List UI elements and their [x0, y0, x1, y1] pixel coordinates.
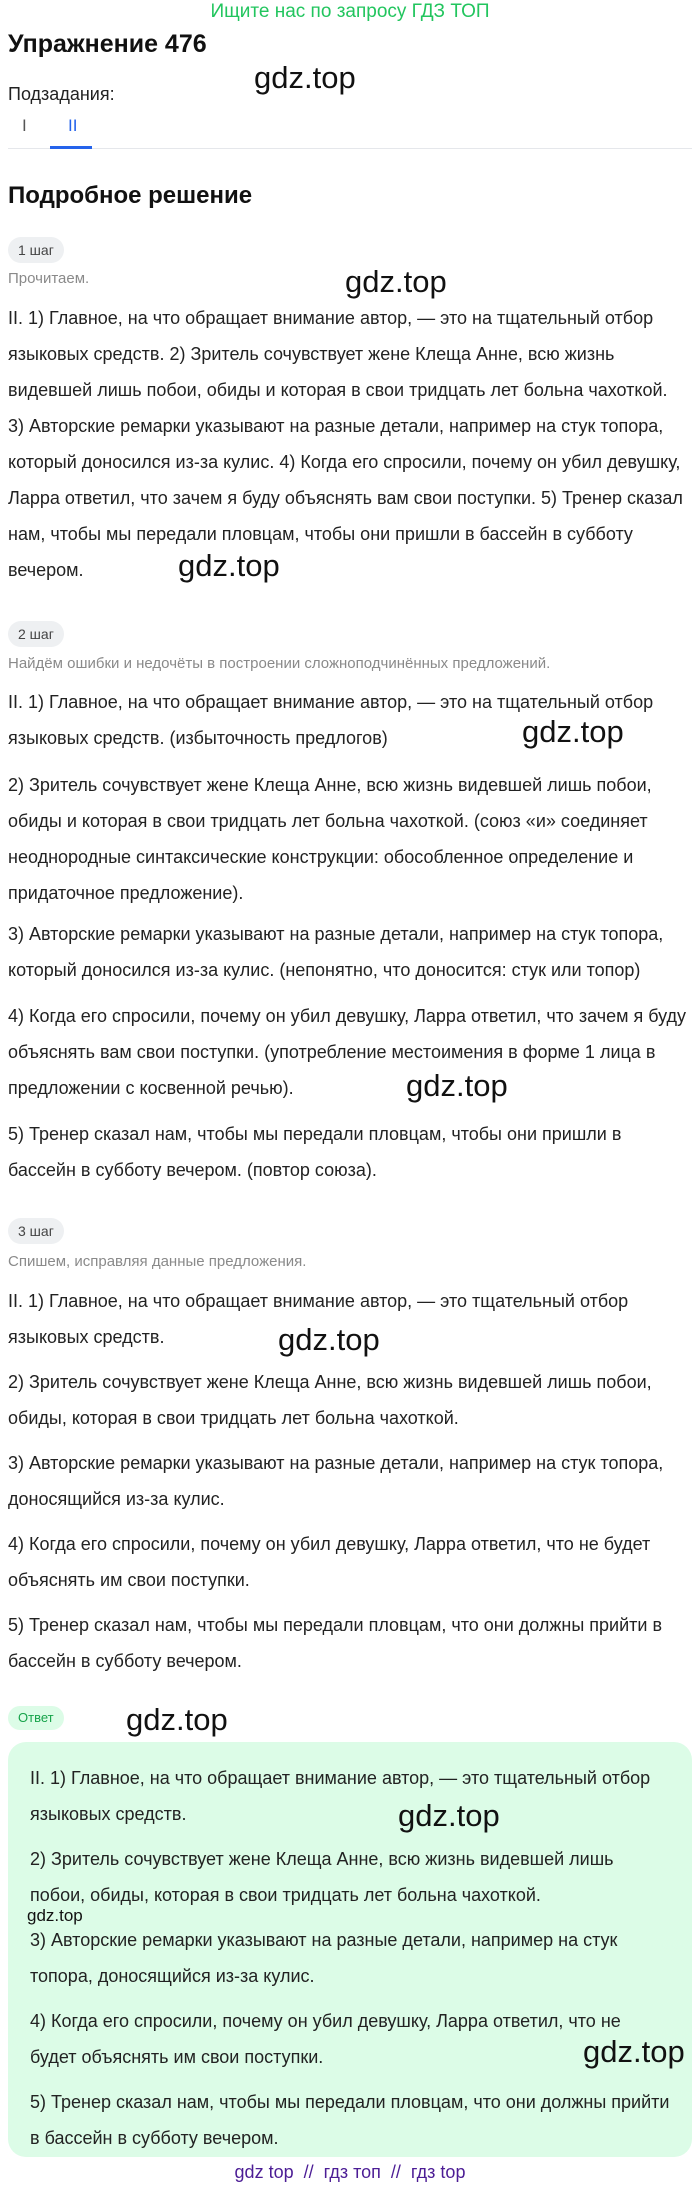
- answer-paragraph-3: 3) Авторские ремарки указывают на разные детали, например на стук топора, доносящийся из-за кулис.: [30, 1930, 618, 1986]
- watermark: gdz.top: [254, 60, 356, 95]
- answer-paragraph-4: 4) Когда его спросили, почему он убил девушку, Ларра ответил, что не будет объяснять им свои поступки.: [30, 2011, 621, 2067]
- watermark: gdz.top: [398, 1798, 500, 1833]
- promo-link[interactable]: Ищите нас по запросу ГДЗ ТОП: [210, 1, 490, 22]
- tab-subtask-1[interactable]: I: [22, 116, 27, 135]
- subtasks-label: Подзадания:: [8, 84, 115, 104]
- step-1-paragraph: II. 1) Главное, на что обращает внимание автор, — это на тщательный отбор языковых средств. 2) Зритель сочувствует жене Клеща Анне, всю жизнь видевшей лишь побои, обиды и которая в свои тридцать лет больна чахоткой. 3) Авторские ремарки указывают на разные детали, например на стук топора, который доносился из-за кулис. 4) Когда его спросили, почему он убил девушку, Ларра ответил, что зачем я буду объяснять вам свои поступки. 5) Тренер сказал нам, чтобы мы передали пловцам, чтобы они пришли в бассейн в субботу вечером.: [8, 308, 683, 580]
- step-2-paragraph-1: II. 1) Главное, на что обращает внимание автор, — это на тщательный отбор языковых средств. (избыточность предлогов): [8, 692, 654, 748]
- step-2-paragraph-2: 2) Зритель сочувствует жене Клеща Анне, всю жизнь видевшей лишь побои, обиды и которая в свои тридцать лет больна чахоткой. (союз «и» соединяет неоднородные синтаксические конструкции: обособленное определение и придаточное предложение).: [8, 775, 652, 903]
- watermark: gdz.top: [345, 264, 447, 299]
- watermark: gdz.top: [126, 1702, 228, 1737]
- page-title: Упражнение 476: [8, 30, 207, 58]
- watermark: gdz.top: [278, 1322, 380, 1357]
- answer-badge: Ответ: [8, 1706, 64, 1730]
- watermark: gdz.top: [27, 1906, 83, 1925]
- step-2-paragraph-3: 3) Авторские ремарки указывают на разные детали, например на стук топора, который доносился из-за кулис. (непонятно, что доносится: стук или топор): [8, 924, 664, 980]
- watermark: gdz.top: [522, 714, 624, 749]
- step-3-paragraph-1: II. 1) Главное, на что обращает внимание автор, — это тщательный отбор языковых средств.: [8, 1291, 629, 1347]
- step-2-paragraph-4: 4) Когда его спросили, почему он убил девушку, Ларра ответил, что зачем я буду объяснять вам свои поступки. (употребление местоимения в форме 1 лица в предложении с косвенной речью).: [8, 1006, 687, 1098]
- step-3-paragraph-2: 2) Зритель сочувствует жене Клеща Анне, всю жизнь видевшей лишь побои, обиды, которая в свои тридцать лет больна чахоткой.: [8, 1372, 652, 1428]
- step-3-paragraph-3: 3) Авторские ремарки указывают на разные детали, например на стук топора, доносящийся из-за кулис.: [8, 1453, 664, 1509]
- step-1-badge: 1 шаг: [8, 237, 64, 263]
- step-3-paragraph-4: 4) Когда его спросили, почему он убил девушку, Ларра ответил, что не будет объяснять им свои поступки.: [8, 1534, 651, 1590]
- watermark: gdz.top: [178, 548, 280, 583]
- step-3-paragraph-5: 5) Тренер сказал нам, чтобы мы передали пловцам, что они должны прийти в бассейн в субботу вечером.: [8, 1615, 663, 1671]
- answer-paragraph-1: II. 1) Главное, на что обращает внимание автор, — это тщательный отбор языковых средств.: [30, 1768, 651, 1824]
- tab-subtask-2[interactable]: II: [68, 116, 78, 135]
- step-2-paragraph-5: 5) Тренер сказал нам, чтобы мы передали пловцам, чтобы они пришли в бассейн в субботу вечером. (повтор союза).: [8, 1124, 622, 1180]
- step-1-description: Прочитаем.: [8, 270, 90, 287]
- answer-paragraph-5: 5) Тренер сказал нам, чтобы мы передали пловцам, что они должны прийти в бассейн в субботу вечером.: [30, 2092, 670, 2148]
- step-3-description: Спишем, исправляя данные предложения.: [8, 1253, 307, 1270]
- watermark: gdz.top: [583, 2034, 685, 2069]
- active-tab-indicator: [50, 146, 92, 149]
- watermark: gdz.top: [406, 1068, 508, 1103]
- tabs-divider: [8, 148, 692, 149]
- answer-paragraph-2: 2) Зритель сочувствует жене Клеща Анне, всю жизнь видевшей лишь побои, обиды, которая в свои тридцать лет больна чахоткой.: [30, 1849, 614, 1905]
- step-2-badge: 2 шаг: [8, 621, 64, 647]
- footer-links[interactable]: gdz top // гдз топ // гдз top: [234, 2162, 466, 2182]
- solution-title: Подробное решение: [8, 182, 253, 209]
- step-3-badge: 3 шаг: [8, 1218, 64, 1244]
- step-2-description: Найдём ошибки и недочёты в построении сложноподчинённых предложений.: [8, 655, 551, 672]
